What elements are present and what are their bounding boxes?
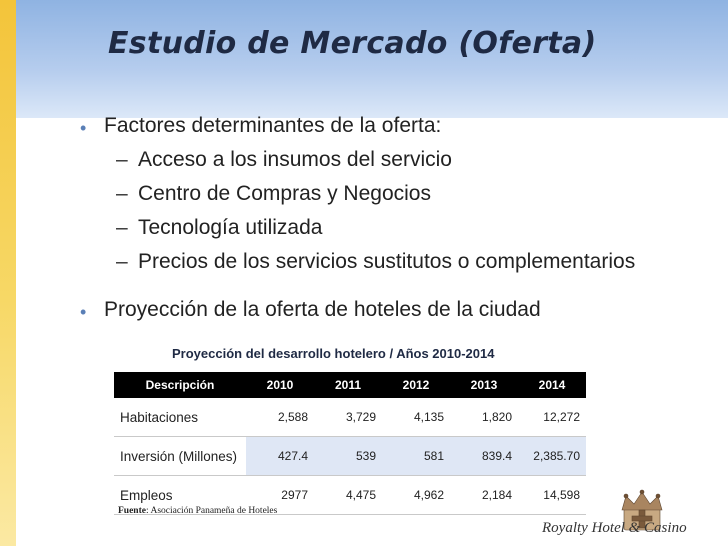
logo-text: Royalty Hotel & Casino bbox=[542, 520, 687, 536]
crown-icon bbox=[540, 488, 728, 546]
header-2010: 2010 bbox=[246, 372, 314, 398]
cell: 427.4 bbox=[246, 437, 314, 476]
table-source bbox=[118, 506, 277, 516]
cell: 2,588 bbox=[246, 398, 314, 437]
cell: 2,184 bbox=[450, 476, 518, 515]
projection-table bbox=[114, 372, 586, 515]
row-label: Empleos bbox=[114, 476, 246, 515]
source-text: : Asociación Panameña de Hoteles bbox=[145, 506, 278, 516]
table-row bbox=[114, 437, 586, 476]
cell: 4,475 bbox=[314, 476, 382, 515]
row-label: Inversión (Millones) bbox=[114, 437, 246, 476]
row-label: Habitaciones bbox=[114, 398, 246, 437]
bullet-dot: • bbox=[80, 118, 87, 138]
header-2014: 2014 bbox=[518, 372, 586, 398]
sub-bullet-4: Precios de los servicios sustitutos o complementarios bbox=[138, 250, 636, 273]
cell: 12,272 bbox=[518, 398, 586, 437]
cell: 839.4 bbox=[450, 437, 518, 476]
table-title: Proyección del desarrollo hotelero / Años 2010-2014 bbox=[172, 346, 495, 361]
cell: 539 bbox=[314, 437, 382, 476]
header-2013: 2013 bbox=[450, 372, 518, 398]
cell: 2,385.70 bbox=[518, 437, 586, 476]
header-2011: 2011 bbox=[314, 372, 382, 398]
cell: 2977 bbox=[246, 476, 314, 515]
slide-title: Estudio de Mercado (Oferta) bbox=[108, 26, 597, 61]
cell: 3,729 bbox=[314, 398, 382, 437]
dash: – bbox=[116, 250, 128, 273]
cell: 4,962 bbox=[382, 476, 450, 515]
cell: 581 bbox=[382, 437, 450, 476]
dash: – bbox=[116, 216, 128, 239]
left-accent-bar bbox=[0, 0, 16, 546]
table-header-row bbox=[114, 372, 586, 398]
cell: 1,820 bbox=[450, 398, 518, 437]
dash: – bbox=[116, 182, 128, 205]
header-2012: 2012 bbox=[382, 372, 450, 398]
cell: 4,135 bbox=[382, 398, 450, 437]
header-descripcion: Descripción bbox=[114, 372, 246, 398]
bullet-2: Proyección de la oferta de hoteles de la ciudad bbox=[104, 298, 541, 321]
bullet-1: Factores determinantes de la oferta: bbox=[104, 114, 442, 137]
bullet-dot: • bbox=[80, 302, 87, 322]
dash: – bbox=[116, 148, 128, 171]
cell: 14,598 bbox=[518, 476, 586, 515]
sub-bullet-3: Tecnología utilizada bbox=[138, 216, 323, 239]
sub-bullet-1: Acceso a los insumos del servicio bbox=[138, 148, 452, 171]
source-label: Fuente bbox=[118, 506, 146, 516]
table-row bbox=[114, 398, 586, 437]
sub-bullet-2: Centro de Compras y Negocios bbox=[138, 182, 431, 205]
